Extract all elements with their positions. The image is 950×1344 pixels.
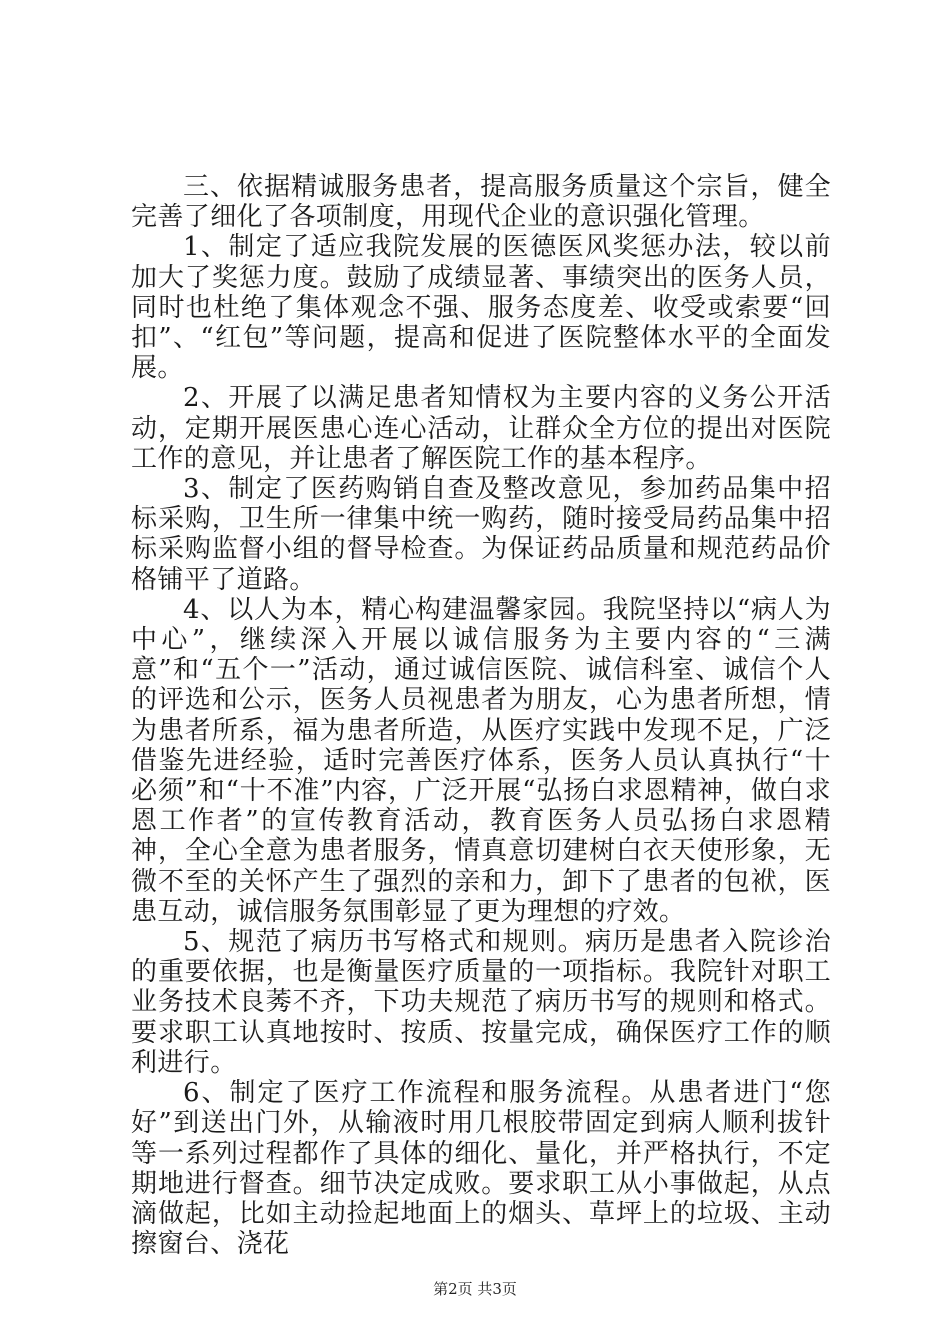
paragraph-item-3: 3、制定了医药购销自查及整改意见，参加药品集中招标采购，卫生所一律集中统一购药，随时接受局药品集中招标采购监督小组的督导检查。为保证药品质量和规范药品价格铺平了道路。 [131,474,831,595]
paragraph-item-6: 6、制定了医疗工作流程和服务流程。从患者进门“您好”到送出门外，从输液时用几根胶带固定到病人顺利拔针等一系列过程都作了具体的细化、量化，并严格执行，不定期地进行督查。细节决定成败。要求职工从小事做起，从点滴做起，比如主动捡起地面上的烟头、草坪上的垃圾、主动擦窗台、浇花 [131,1078,831,1260]
paragraph-section-3: 三、依据精诚服务患者，提高服务质量这个宗旨，健全完善了细化了各项制度，用现代企业的意识强化管理。 [131,172,831,233]
paragraph-item-2: 2、开展了以满足患者知情权为主要内容的义务公开活动，定期开展医患心连心活动，让群众全方位的提出对医院工作的意见，并让患者了解医院工作的基本程序。 [131,383,831,474]
paragraph-item-5: 5、规范了病历书写格式和规则。病历是患者入院诊治的重要依据，也是衡量医疗质量的一项指标。我院针对职工业务技术良莠不齐，下功夫规范了病历书写的规则和格式。要求职工认真地按时、按质、按量完成，确保医疗工作的顺利进行。 [131,927,831,1078]
document-body [131,172,831,1259]
paragraph-item-4: 4、以人为本，精心构建温馨家园。我院坚持以“病人为中心”，继续深入开展以诚信服务为主要内容的“三满意”和“五个一”活动，通过诚信医院、诚信科室、诚信个人的评选和公示，医务人员视患者为朋友，心为患者所想，情为患者所系，福为患者所造，从医疗实践中发现不足，广泛借鉴先进经验，适时完善医疗体系，医务人员认真执行“十必须”和“十不准”内容，广泛开展“弘扬白求恩精神，做白求恩工作者”的宣传教育活动，教育医务人员弘扬白求恩精神，全心全意为患者服务，情真意切建树白衣天使形象，无微不至的关怀产生了强烈的亲和力，卸下了患者的包袱，医患互动，诚信服务氛围彰显了更为理想的疗效。 [131,594,831,927]
paragraph-item-1: 1、制定了适应我院发展的医德医风奖惩办法，较以前加大了奖惩力度。鼓励了成绩显著、事绩突出的医务人员，同时也杜绝了集体观念不强、服务态度差、收受或索要“回扣”、“红包”等问题，提高和促进了医院整体水平的全面发展。 [131,232,831,384]
page-number-footer: 第2页 共3页 [433,1280,517,1298]
